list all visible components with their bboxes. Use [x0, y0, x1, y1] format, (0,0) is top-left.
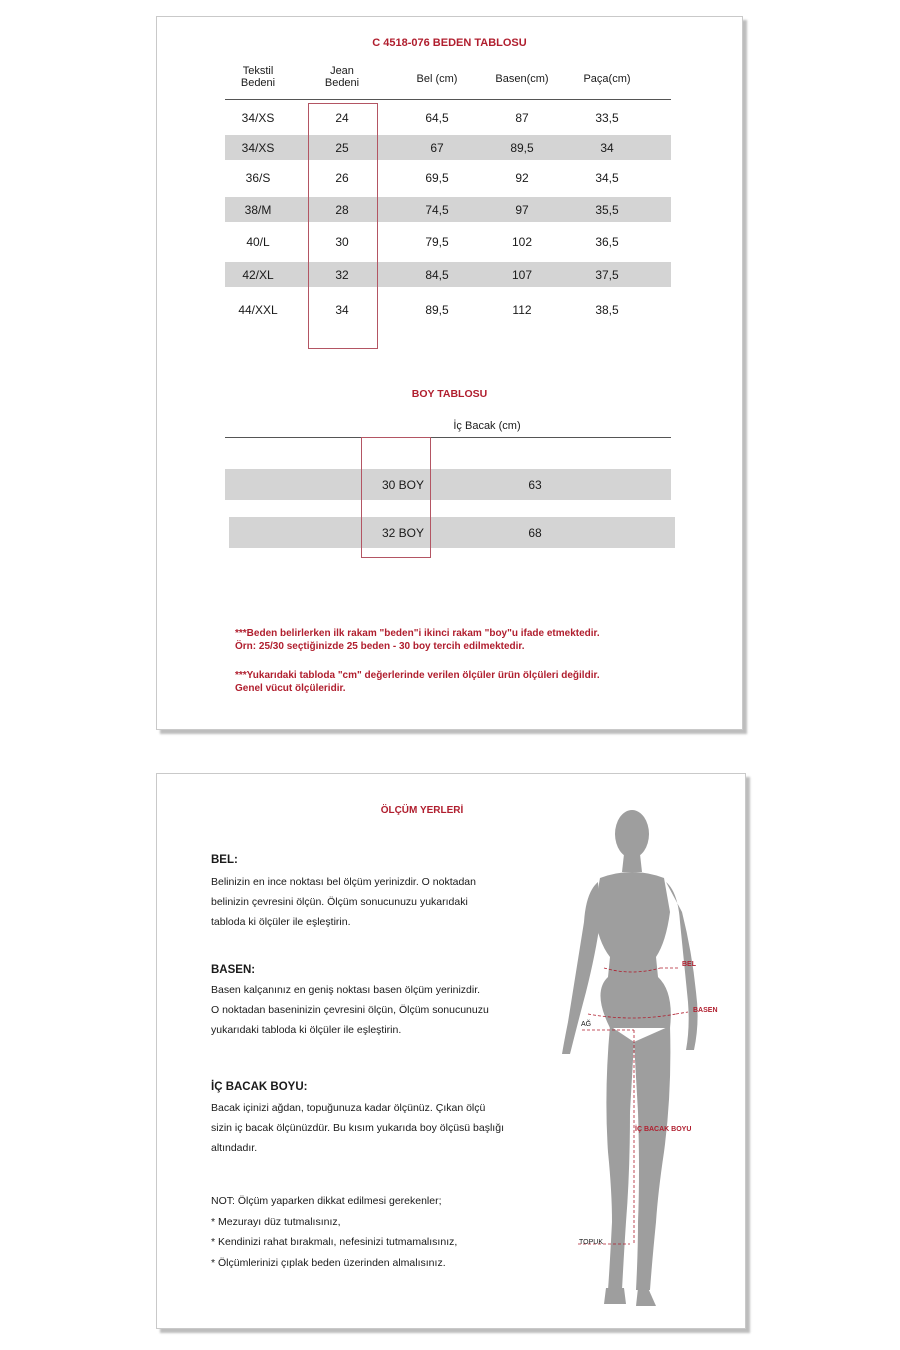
length-row — [229, 517, 675, 548]
jean-cell: 32 — [335, 268, 349, 282]
jean-column-highlight — [308, 103, 378, 349]
bel-cell: 64,5 — [425, 111, 449, 125]
jean-cell: 25 — [335, 141, 349, 155]
bel-heading: BEL: — [211, 854, 238, 866]
size-chart-title: C 4518-076 BEDEN TABLOSU — [372, 37, 527, 49]
tekstil-cell: 38/M — [244, 203, 272, 217]
tekstil-cell: 40/L — [246, 235, 270, 249]
topuk-label: TOPUK — [579, 1239, 603, 1246]
bel-description: Belinizin en ince noktası bel ölçüm yerinizdir. O noktadan belinizin çevresini ölçün. Ölçüm sonucunuzu yukarıdaki tabloda ki ölçüler ile eşleştirin. — [211, 876, 476, 928]
size-table-row — [225, 262, 671, 287]
basen-cell: 97 — [515, 203, 529, 217]
paca-cell: 35,5 — [595, 203, 619, 217]
size-chart-card — [156, 16, 743, 730]
paca-cell: 36,5 — [595, 235, 619, 249]
measurement-notes: NOT: Ölçüm yaparken dikkat edilmesi gerekenler; * Mezurayı düz tutmalısınız, * Kendinizi rahat bırakmalı, nefesinizi tutmamalısınız, * Ölçümlerinizi çıplak beden üzerinden almalısınız. — [211, 1195, 458, 1269]
ic-bacak-heading: İÇ BACAK BOYU: — [211, 1081, 308, 1093]
header-bel: Bel (cm) — [416, 73, 458, 85]
basen-cell: 102 — [511, 235, 533, 249]
note-body-measurements: ***Yukarıdaki tabloda "cm" değerlerinde verilen ölçüler ürün ölçüleri değildir. Genel vücut ölçüleridir. — [235, 670, 600, 694]
header-basen: Basen(cm) — [495, 73, 549, 85]
tekstil-cell: 36/S — [245, 171, 271, 185]
tekstil-cell: 34/XS — [241, 111, 275, 125]
header-tekstil: Tekstil Bedeni — [240, 65, 276, 89]
length-value: 68 — [528, 526, 542, 540]
paca-cell: 37,5 — [595, 268, 619, 282]
ic-bacak-label: İÇ BACAK BOYU — [635, 1126, 692, 1133]
jean-cell: 30 — [335, 235, 349, 249]
bel-cell: 69,5 — [425, 171, 449, 185]
bel-cell: 79,5 — [425, 235, 449, 249]
size-table-row — [225, 165, 671, 190]
ag-label: AĞ — [581, 1021, 592, 1028]
basen-cell: 112 — [512, 303, 532, 317]
jean-cell: 34 — [335, 303, 349, 317]
header-divider — [225, 99, 671, 100]
bel-cell: 67 — [430, 141, 444, 155]
paca-cell: 38,5 — [595, 303, 619, 317]
header-ic-bacak: İç Bacak (cm) — [453, 420, 521, 432]
bel-cell: 84,5 — [425, 268, 449, 282]
size-table-row — [225, 229, 671, 254]
basen-label: BASEN — [693, 1007, 718, 1014]
basen-cell: 89,5 — [510, 141, 534, 155]
bel-cell: 89,5 — [425, 303, 449, 317]
tekstil-cell: 44/XXL — [238, 303, 278, 317]
basen-description: Basen kalçanınız en geniş noktası basen ölçüm yerinizdir. O noktadan baseninizin çevresini ölçün, Ölçüm sonucunuzu yukarıdaki tabloda ki ölçüler ile eşleştirin. — [211, 984, 489, 1036]
basen-cell: 92 — [515, 171, 529, 185]
basen-cell: 107 — [511, 268, 533, 282]
length-label: 32 BOY — [381, 526, 425, 540]
measurement-guide-card — [156, 773, 746, 1329]
measure-title: ÖLÇÜM YERLERİ — [380, 805, 464, 816]
length-row — [225, 469, 671, 500]
paca-cell: 34 — [600, 141, 614, 155]
header-paca: Paça(cm) — [583, 73, 631, 85]
basen-heading: BASEN: — [211, 964, 256, 976]
header-jean: Jean Bedeni — [324, 65, 360, 89]
bel-cell: 74,5 — [425, 203, 449, 217]
basen-cell: 87 — [515, 111, 529, 125]
jean-cell: 28 — [335, 203, 349, 217]
bel-label: BEL — [682, 961, 696, 968]
tekstil-cell: 34/XS — [241, 141, 275, 155]
jean-cell: 24 — [335, 111, 349, 125]
jean-cell: 26 — [335, 171, 349, 185]
length-label: 30 BOY — [381, 478, 425, 492]
boy-column-highlight — [361, 437, 431, 558]
size-table-row — [225, 135, 671, 160]
paca-cell: 34,5 — [595, 171, 619, 185]
paca-cell: 33,5 — [595, 111, 619, 125]
size-table-row — [225, 197, 671, 222]
length-chart-title: BOY TABLOSU — [411, 388, 488, 400]
length-value: 63 — [528, 478, 542, 492]
tekstil-cell: 42/XL — [242, 268, 274, 282]
length-header-divider — [225, 437, 671, 438]
size-table-row — [225, 105, 671, 130]
size-table-row — [225, 297, 671, 322]
note-size-format: ***Beden belirlerken ilk rakam "beden"i ikinci rakam "boy"u ifade etmektedir. Örn: 25/30 seçtiğinizde 25 beden - 30 boy tercih edilmektedir. — [235, 628, 600, 652]
ic-bacak-description: Bacak içinizi ağdan, topuğunuza kadar ölçünüz. Çıkan ölçü sizin iç bacak ölçünüzdür. Bu kısım yukarıda boy ölçüsü başlığı altındadır. — [211, 1102, 504, 1154]
